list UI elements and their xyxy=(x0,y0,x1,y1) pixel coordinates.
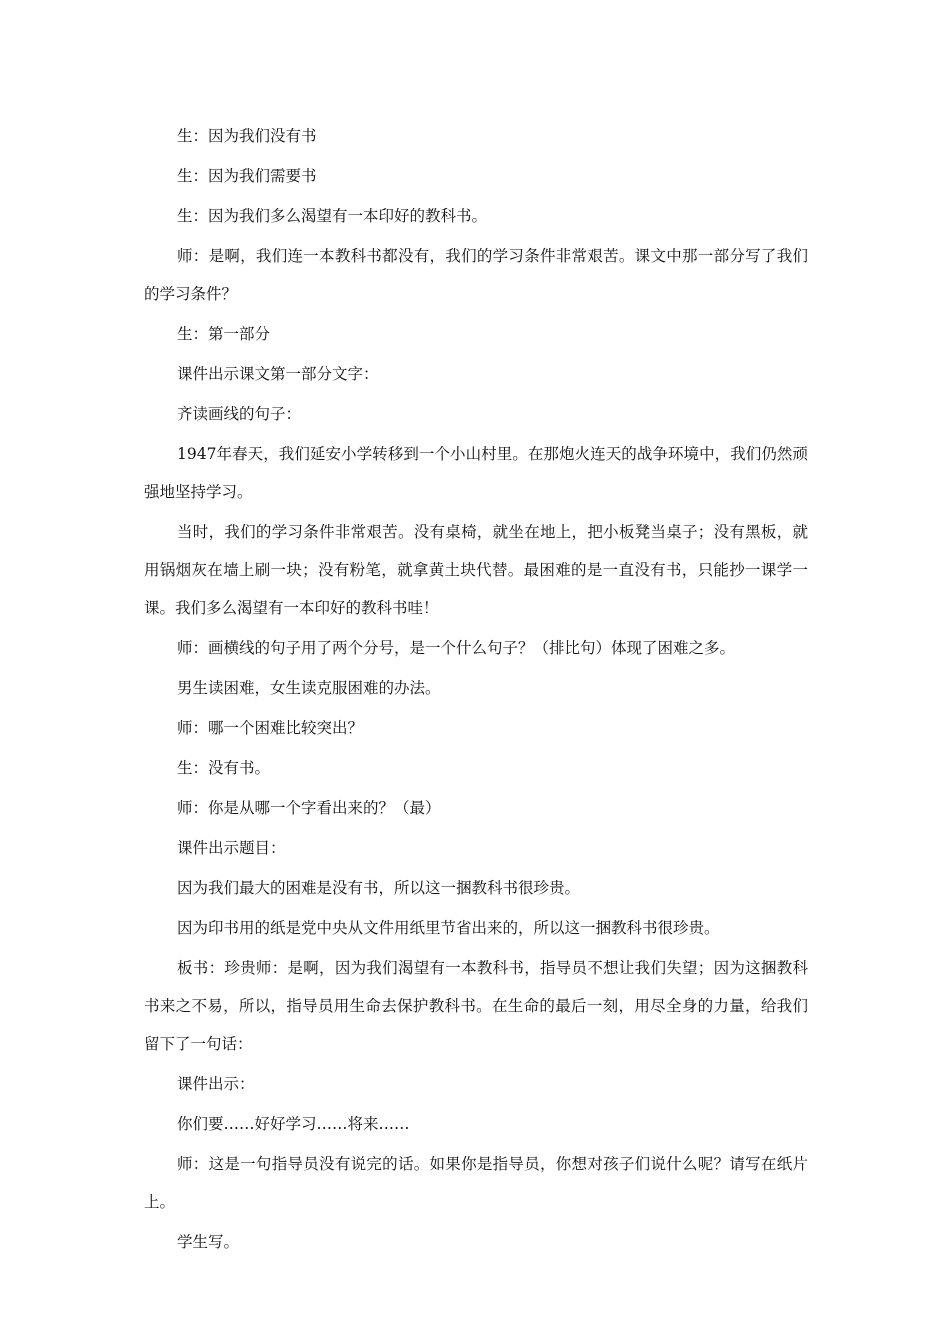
paragraph: 师：是啊，我们连一本教科书都没有，我们的学习条件非常艰苦。课文中那一部分写了我们的学习条件？ xyxy=(144,247,808,303)
paragraph: 因为印书用的纸是党中央从文件用纸里节省出来的，所以这一捆教科书很珍贵。 xyxy=(177,919,720,937)
paragraph: 你们要……好好学习……将来…… xyxy=(177,1115,410,1133)
document-body xyxy=(144,124,808,1270)
paragraph: 师：这是一句指导员没有说完的话。如果你是指导员，你想对孩子们说什么呢？请写在纸片上。 xyxy=(144,1155,808,1211)
paragraph: 当时，我们的学习条件非常艰苦。没有桌椅，就坐在地上，把小板凳当桌子；没有黑板，就用锅烟灰在墙上刷一块；没有粉笔，就拿黄土块代替。最困难的是一直没有书，只能抄一课学一课。我们多么渴望有一本印好的教科书哇！ xyxy=(144,523,808,617)
paragraph: 男生读困难，女生读克服困难的办法。 xyxy=(177,679,441,697)
paragraph: 生：因为我们多么渴望有一本印好的教科书。 xyxy=(177,207,488,225)
paragraph: 生：因为我们需要书 xyxy=(177,167,317,185)
paragraph: 生：第一部分 xyxy=(177,325,271,343)
paragraph: 师：哪一个困难比较突出？ xyxy=(177,719,364,737)
paragraph: 课件出示题目： xyxy=(177,839,286,857)
paragraph: 课件出示： xyxy=(177,1075,255,1093)
paragraph: 因为我们最大的困难是没有书，所以这一捆教科书很珍贵。 xyxy=(177,879,581,897)
paragraph: 学生写。 xyxy=(177,1233,240,1251)
paragraph: 生：因为我们没有书 xyxy=(177,127,317,145)
paragraph: 1947年春天，我们延安小学转移到一个小山村里。在那炮火连天的战争环境中，我们仍然顽强地坚持学习。 xyxy=(144,445,808,501)
paragraph: 生：没有书。 xyxy=(177,759,271,777)
paragraph: 课件出示课文第一部分文字： xyxy=(177,365,379,383)
paragraph: 师：你是从哪一个字看出来的？（最） xyxy=(177,799,441,817)
paragraph: 齐读画线的句子： xyxy=(177,405,302,423)
paragraph: 师：画横线的句子用了两个分号，是一个什么句子？（排比句）体现了困难之多。 xyxy=(177,639,736,657)
paragraph: 板书：珍贵师：是啊，因为我们渴望有一本教科书，指导员不想让我们失望；因为这捆教科书来之不易，所以，指导员用生命去保护教科书。在生命的最后一刻，用尽全身的力量，给我们留下了一句话： xyxy=(144,959,808,1053)
